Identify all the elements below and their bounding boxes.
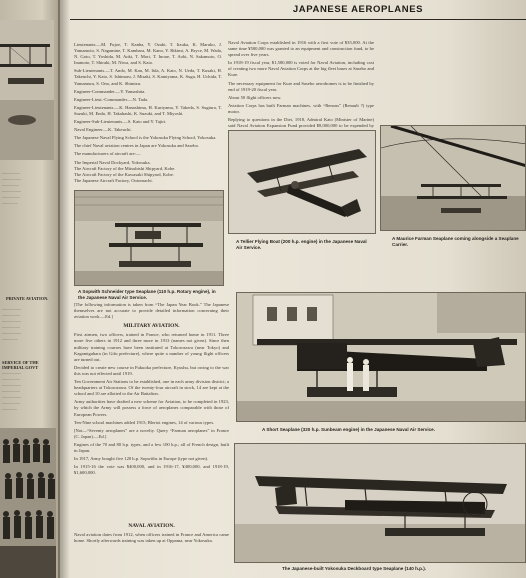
heading-naval: NAVAL AVIATION. bbox=[128, 523, 175, 529]
paragraph: The necessary equipment for Kure and Sasebo aerodromes is to be finished by end of 1919-20 fiscal year. bbox=[228, 80, 374, 92]
paragraph: Engineer-Sub-Lieutenants.—S. Kato and Y. Tajiri. bbox=[74, 119, 167, 125]
paragraph: In 1915-16 the vote was ¥400,000, and in 1916-17, ¥400,000, and 1918-19, ¥1,600,000. bbox=[74, 464, 229, 476]
caption-yokosuka: The Japanese-built Yokosuka Deckboard type Seaplane (140 h.p.). bbox=[282, 566, 427, 571]
caption-tellier: A Tellier Flying Boat (200 h.p. engine) in the Japanese Naval Air Service. bbox=[236, 239, 367, 250]
left-heading-imperial: SERVICE OF THE IMPERIAL GOVT bbox=[2, 360, 39, 370]
caption-sopwith: A Sopwith Schneider type Seaplane (110 h.p. Rotary engine), in the Japanese Naval Air Service. bbox=[78, 289, 216, 300]
left-page-text: ................. .................. ................ .................. ................. ............... bbox=[2, 170, 21, 205]
paragraph: Naval Engineer.—K. Takeuchi. bbox=[74, 127, 132, 133]
paragraph: In 1917, Army bought five 120 h.p. Sopwiths in Europe (type not given). bbox=[74, 456, 209, 462]
paragraph: Lieutenants.—M. Fujoe, T. Kanba, Y. Ozaki, T. Iizuka, K. Maruko, J. Yamamoto, S. Nagamine, T. Kambara, M. Kano, Y. Rikimi, A. Bryce, M. Wada, N. Goto, T. Yoshida, M. Aoki, T. Mori, T. Inoue, T. Aoki, N. Sakamoto, O. Inamoto, T. Shiraki, M. Niwa, and S. Kato. bbox=[74, 42, 222, 66]
column-officers bbox=[74, 42, 222, 184]
paragraph: The manufacturers of aircraft are:— bbox=[74, 151, 141, 157]
paragraph: The chief Naval aviation centres in Japan are Yokosuka and Sasebo. bbox=[74, 143, 200, 149]
heading-military: MILITARY AVIATION. bbox=[123, 323, 180, 330]
paragraph: Naval Aviation Corps established in 1916 with a first vote of ¥35,000. At the same time ¥500,000 was granted to an equipment and construction fund, to be spread over five years. bbox=[228, 40, 374, 58]
column-naval-aviation bbox=[74, 520, 229, 546]
officers-group-photo bbox=[0, 428, 56, 578]
paragraph: Aviation Corps has built Farman machines, with “Renous” (Renault ?) type motor. bbox=[228, 102, 374, 114]
tellier-flying-boat-photo bbox=[228, 130, 376, 234]
paragraph: Ten Government Air Stations to be established, one in each army division district; a headquarters at Tokorozawa. Of the twenty-four aircraft in stock, 14 are kept at the school and 10 are allotted to the Air Battalion. bbox=[74, 379, 229, 397]
gutter-shadow bbox=[58, 0, 70, 578]
column-military-aviation bbox=[74, 302, 229, 478]
page-title: JAPANESE AEROPLANES bbox=[292, 4, 424, 15]
page-header bbox=[70, 4, 526, 20]
left-biplane-photo bbox=[0, 20, 54, 160]
left-page-text-3: .................. ................. .................. ................. .................. ................. .............. bbox=[2, 370, 21, 411]
paragraph: Replying to questions in the Diet, 1918, Admiral Kato (Minister of Marine) said Naval Aviation Expansion Fund provided ¥8,000,000 to be expended by bbox=[228, 117, 374, 129]
yokosuka-seaplane-photo bbox=[234, 443, 526, 563]
caption-short: A Short Seaplane (320 h.p. Sunbeam engine) in the Japanese Naval Air Service. bbox=[262, 427, 436, 432]
paragraph: First airmen, two officers, trained in France, who returned home in 1911. Three more five others in 1912 and three more in 1913 (names not given). Since then military training courses have been instituted at Tokorozawa (near Tokyo) and Kagamigahara (in Gifu prefecture), where quite a number of young flight officers are turned out. bbox=[74, 332, 229, 362]
paragraph: Naval aviation dates from 1912, when officers trained in France and America came home. Shortly afterwards training was taken up at Oppama, near Yokosuka. bbox=[74, 532, 229, 544]
paragraph: Engineer-Lieut.-Commander.—N. Tada. bbox=[74, 96, 149, 102]
short-seaplane-photo bbox=[236, 292, 526, 422]
left-page-text-2: .................. ................. .................. ................. .................. ............... bbox=[2, 306, 21, 341]
sopwith-seaplane-photo bbox=[74, 190, 224, 286]
paragraph: In 1918-19 fiscal year, ¥1,580,000 is voted for Naval Aviation, including cost of creating two more Naval Aviation Corps at the big fleet bases at Sasebo and Kure. bbox=[228, 60, 374, 78]
paragraph: About 50 flight officers now. bbox=[228, 94, 282, 100]
paragraph: The Aircraft Factory of the Mitsubishi Shipyard, Kobe. bbox=[74, 165, 176, 171]
paragraph: Decided to create new course in Fukuoka prefecture, Kyushu, but owing to the war this was not effected until 1919. bbox=[74, 364, 229, 376]
left-page-edge bbox=[0, 0, 60, 578]
paragraph: [The following information is taken from “The Japan Year Book.” The Japanese themselves are not accurate to provide detailed information concerning their aviation work.—Ed.] bbox=[74, 302, 229, 320]
paragraph: Engines of the 70 and 80 h.p. types, and a few 100 h.p.; all of French design, built in Japan. bbox=[74, 441, 229, 453]
paragraph: The Aircraft Factory of the Kawasaki Shipyard, Kobe. bbox=[74, 171, 174, 177]
paragraph: [Not—“Seventy aeroplanes” are a novelty. Query “Farman aeroplanes” in France (C. Japan).—Ed.] bbox=[74, 427, 229, 439]
paragraph: Engineer-Commander.—Y. Yamashita. bbox=[74, 88, 146, 94]
paragraph: Sub-Lieutenants.—T. Ando, M. Kan, M. Iida, A. Kato, N. Ueda, T. Kusaki, H. Takeuchi, Y. Kato, S. Ishimaru, J. Misaki, S. Kamiyama, K. Suga, H. Uchida, T. Yamamura, S. Ono, and K. Shimizu. bbox=[74, 68, 222, 86]
left-heading-private: PRIVATE AVIATION. bbox=[6, 296, 49, 301]
farman-seaplane-photo bbox=[380, 125, 526, 231]
paragraph: Ten-Nine school machines added 1915; Bleriot engines, 14 of various types. bbox=[74, 419, 215, 425]
paragraph: Army authorities have drafted a new scheme for Aviation, to be completed in 1923, by which the Army will possess a force of aeroplanes comparable with those of European Powers. bbox=[74, 399, 229, 417]
paragraph: The Japanese Aircraft Factory, Ootomachi. bbox=[74, 177, 153, 183]
paragraph: The Japanese Naval Flying School is the Yokosuka Flying School, Yokosuka. bbox=[74, 135, 217, 141]
caption-farman: A Maurice Farman Seaplane coming alongside a Seaplane Carrier. bbox=[392, 236, 519, 247]
paragraph: Engineer-Lieutenants.—K. Hanashima, H. Kuriyama, Y. Takeda, S. Sugiura, T. Suzuki, M. Endo, H. Takahashi, K. Suzuki, and T. Miyoshi. bbox=[74, 104, 222, 116]
paragraph: The Imperial Naval Dockyard, Yokosuka. bbox=[74, 159, 151, 165]
